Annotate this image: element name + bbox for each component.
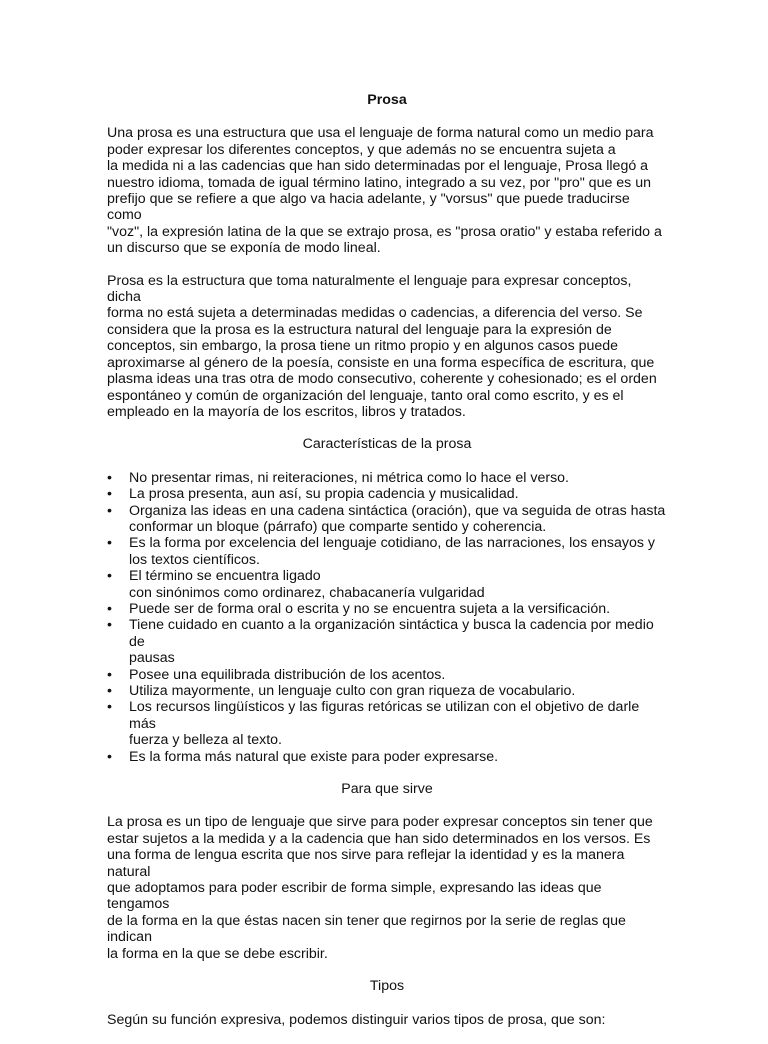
- text-line: prefijo que se refiere a que algo va hacia adelante, y "vorsus" que puede traducirse como: [107, 191, 630, 224]
- bullet-icon: •: [107, 469, 112, 486]
- heading-characteristics: Características de la prosa: [302, 436, 472, 453]
- bullet-icon: •: [107, 486, 112, 503]
- bullet-icon: •: [107, 617, 112, 634]
- list-item: [107, 503, 667, 536]
- paragraph-purpose: [107, 814, 667, 962]
- text-line: Una prosa es una estructura que usa el lenguaje de forma natural como un medio para: [107, 125, 654, 142]
- bullet-icon: •: [107, 683, 112, 699]
- text-line: que adoptamos para poder escribir de forma simple, expresando las ideas que tengamos: [107, 880, 602, 913]
- text-line: poder expresar los diferentes conceptos, y que además no se encuentra sujeta a: [107, 141, 616, 158]
- text-line: la forma en la que se debe escribir.: [107, 945, 328, 962]
- text-line: Utiliza mayormente, un lenguaje culto con gran riqueza de vocabulario.: [129, 683, 576, 699]
- text-line: forma no está sujeta a determinadas medidas o cadencias, a diferencia del verso. Se: [107, 305, 643, 322]
- text-line: Los recursos lingüísticos y las figuras retóricas se utilizan con el objetivo de darle más: [129, 699, 640, 732]
- bullet-icon: •: [107, 666, 112, 683]
- bullet-icon: •: [107, 502, 112, 519]
- text-line: fuerza y belleza al texto.: [129, 732, 282, 749]
- text-line: Prosa es la estructura que toma naturalmente el lenguaje para expresar conceptos, dicha: [107, 272, 632, 306]
- text-line: La prosa presenta, aun así, su propia cadencia y musicalidad.: [129, 486, 519, 503]
- text-line: Organiza las ideas en una cadena sintáctica (oración), que va seguida de otras hasta: [129, 502, 666, 519]
- text-line: pausas: [129, 650, 175, 667]
- list-item: [107, 683, 667, 699]
- text-line: La prosa es un tipo de lenguaje que sirve para poder expresar conceptos sin tener que: [107, 814, 653, 831]
- text-line: de la forma en la que éstas nacen sin tener que regirnos por la serie de reglas que indican: [107, 912, 626, 946]
- text-line: con sinónimos como ordinarez, chabacanería vulgaridad: [129, 584, 485, 601]
- paragraph-types: [107, 1012, 667, 1028]
- text-line: El término se encuentra ligado: [129, 568, 321, 585]
- text-line: Tiene cuidado en cuanto a la organización sintáctica y busca la cadencia por medio de: [129, 617, 654, 650]
- bullet-icon: •: [107, 699, 112, 716]
- list-item: [107, 535, 667, 568]
- paragraph-intro: [107, 125, 667, 256]
- list-item: [107, 568, 667, 601]
- list-item: [107, 667, 667, 683]
- list-item: [107, 699, 667, 748]
- text-line: la medida ni a las cadencias que han sido determinadas por el lenguaje, Prosa llegó a: [107, 158, 649, 175]
- text-line: "voz", la expresión latina de la que se extrajo prosa, es "prosa oratio" y estaba referido a: [107, 223, 662, 240]
- list-item: [107, 486, 667, 502]
- list-item: [107, 617, 667, 666]
- text-line: No presentar rimas, ni reiteraciones, ni métrica como lo hace el verso.: [129, 469, 569, 486]
- document-title: Prosa: [367, 92, 407, 108]
- text-line: conformar un bloque (párrafo) que comparte sentido y coherencia.: [129, 518, 547, 535]
- text-line: Según su función expresiva, podemos distinguir varios tipos de prosa, que son:: [107, 1011, 606, 1028]
- heading-purpose: Para que sirve: [341, 781, 433, 798]
- heading-types: Tipos: [369, 978, 405, 995]
- paragraph-definition: [107, 273, 667, 421]
- text-line: aproximarse al género de la poesía, consiste en una forma específica de escritura, que: [107, 354, 655, 371]
- text-line: los textos científicos.: [129, 551, 260, 568]
- list-item: [107, 470, 667, 486]
- bullet-icon: •: [107, 568, 112, 585]
- text-line: estar sujetos a la medida y a la cadencia que han sido determinados en los versos. Es: [107, 830, 651, 847]
- text-line: Es la forma por excelencia del lenguaje cotidiano, de las narraciones, los ensayos y: [129, 535, 656, 552]
- text-line: una forma de lengua escrita que nos sirve para reflejar la identidad y es la manera natural: [107, 847, 625, 880]
- bullet-icon: •: [107, 748, 112, 765]
- bullet-icon: •: [107, 535, 112, 552]
- text-line: Posee una equilibrada distribución de los acentos.: [129, 666, 446, 683]
- text-line: conceptos, sin embargo, la prosa tiene un ritmo propio y en algunos casos puede: [107, 338, 619, 355]
- text-line: plasma ideas una tras otra de modo consecutivo, coherente y cohesionado; es el orden: [107, 371, 657, 388]
- text-line: considera que la prosa es la estructura natural del lenguaje para la expresión de: [107, 321, 612, 338]
- text-line: Es la forma más natural que existe para poder expresarse.: [129, 748, 499, 765]
- document-content: [107, 92, 667, 1044]
- text-line: empleado en la mayoría de los escritos, libros y tratados.: [107, 403, 466, 420]
- text-line: espontáneo y común de organización del lenguaje, tanto oral como escrito, y es el: [107, 387, 624, 404]
- bullet-icon: •: [107, 600, 112, 617]
- list-item: [107, 601, 667, 617]
- list-item: [107, 749, 667, 765]
- text-line: un discurso que se exponía de modo lineal.: [107, 240, 381, 257]
- text-line: nuestro idioma, tomada de igual término latino, integrado a su vez, por "pro" que es un: [107, 174, 652, 191]
- characteristics-list: [107, 470, 667, 765]
- text-line: Puede ser de forma oral o escrita y no se encuentra sujeta a la versificación.: [129, 600, 611, 617]
